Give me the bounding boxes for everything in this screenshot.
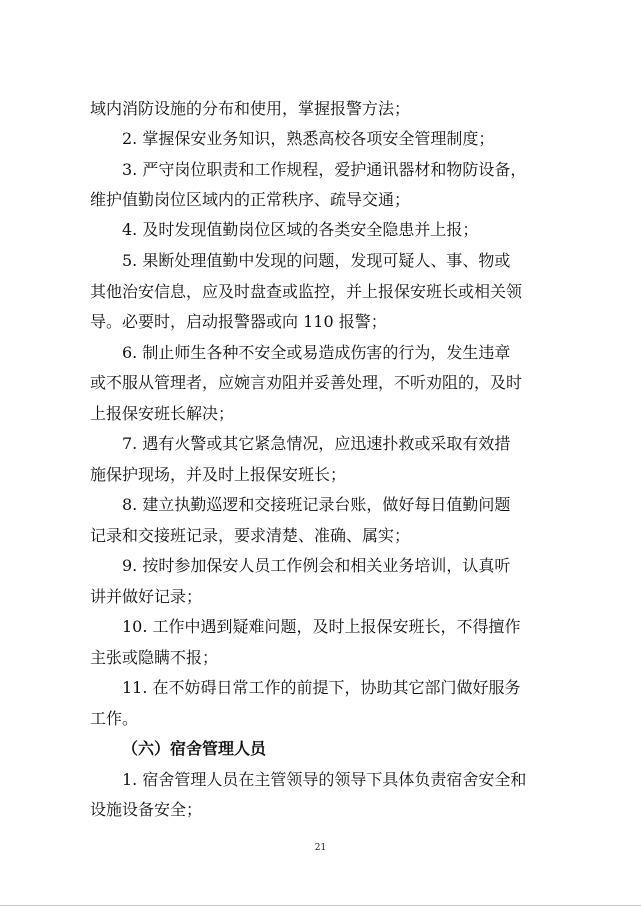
body-line: 其他治安信息，应及时盘查或监控，并上报保安班长或相关领 (90, 282, 523, 301)
list-item-3: 3. 严守岗位职责和工作规程，爱护通讯器材和物防设备， (122, 160, 527, 179)
list-item-8: 8. 建立执勤巡逻和交接班记录台账，做好每日值勤问题 (122, 495, 511, 514)
body-line: 记录和交接班记录，要求清楚、准确、属实； (90, 526, 411, 545)
list-item-1: 1. 宿舍管理人员在主管领导的领导下具体负责宿舍安全和 (122, 770, 527, 789)
body-line: 主张或隐瞒不报； (90, 648, 219, 667)
list-item-10: 10. 工作中遇到疑难问题，及时上报保安班长，不得擅作 (122, 617, 521, 636)
body-line: 导。必要时，启动报警器或向 110 报警； (90, 312, 387, 331)
body-line: 设施设备安全； (90, 800, 203, 819)
list-item-11: 11. 在不妨碍日常工作的前提下，协助其它部门做好服务 (122, 678, 521, 697)
body-line: 域内消防设施的分布和使用，掌握报警方法； (90, 99, 411, 118)
body-line: 工作。 (90, 709, 139, 728)
list-item-2: 2. 掌握保安业务知识，熟悉高校各项安全管理制度； (122, 129, 495, 148)
list-item-5: 5. 果断处理值勤中发现的问题，发现可疑人、事、物或 (122, 251, 511, 270)
list-item-7: 7. 遇有火警或其它紧急情况，应迅速扑救或采取有效措 (122, 434, 511, 453)
body-line: 讲并做好记录； (90, 587, 203, 606)
page-number: 21 (314, 843, 327, 853)
list-item-9: 9. 按时参加保安人员工作例会和相关业务培训，认真听 (122, 556, 511, 575)
body-line: 维护值勤岗位区域内的正常秩序、疏导交通； (90, 190, 411, 209)
list-item-4: 4. 及时发现值勤岗位区域的各类安全隐患并上报； (122, 220, 479, 239)
body-line: 施保护现场，并及时上报保安班长； (90, 465, 347, 484)
body-line: 上报保安班长解决； (90, 404, 235, 423)
body-line: 或不服从管理者，应婉言劝阻并妥善处理，不听劝阻的，及时 (90, 373, 523, 392)
page-bottom-divider (0, 905, 641, 906)
section-heading: （六）宿舍管理人员 (122, 739, 267, 758)
list-item-6: 6. 制止师生各种不安全或易造成伤害的行为，发生违章 (122, 343, 511, 362)
